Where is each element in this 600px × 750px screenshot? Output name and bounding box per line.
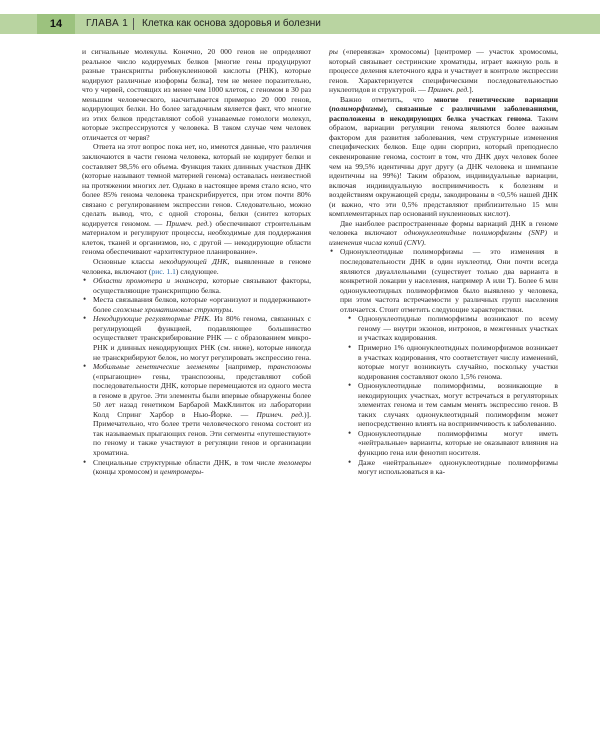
left-column	[82, 47, 311, 477]
list-item: • Примерно 1% однонуклеотидных полиморфизмов возникает в участках кодирования, что соответствует числу изменений, которые могут возникнуть случайно, поскольку участки кодирования составляют около 1,5% генома.	[340, 343, 558, 381]
noncoding-dna-list	[82, 276, 311, 476]
list-item: • Однонуклеотидные полиморфизмы возникают по всему геному — внутри экзонов, интронов, в межгенных участках и участках кодирования.	[340, 314, 558, 343]
variation-list	[329, 247, 558, 476]
snp-characteristics-list	[340, 314, 558, 476]
list-item: • Мобильные генетические элементы [например, транспозоны («прыгающие» гены, транспозоны, представляют собой последовательности ДНК, которые перемещаются из одного места в геноме в другое. Эти элементы были впервые обнаружены более 50 лет назад генетиком Барбарой МакКлинток из лаборатории Колд Спринг Харбор в Нью-Йорке. — Примеч. ред.)]. Примечательно, что более трети человеческого генома состоит из так называемых прыгающих генов. Эти сегменты «путешествуют» по геному и также участвуют в регуляции генов и организации хроматина.	[82, 362, 311, 457]
chapter-title: Клетка как основа здоровья и болезни	[142, 18, 321, 29]
paragraph: Ответа на этот вопрос пока нет, но, имеются данные, что различия заключаются в части генома человека, который не кодирует белки и составляет 98,5% его объема. Функция таких длинных участков ДНК (которые называют темной материей генома) оставалась неизвестной на протяжении многих лет. Однако в настоящее время стало ясно, что более 85% генома человека транскрибируется, при этом почти 80% связано с регулированием экспрессии генов. Следовательно, можно сделать вывод, что, с одной стороны, белки (синтез которых кодируется геномом. — Примеч. ред.) обеспечивают строительным материалом и регулируют процессы, необходимые для поддержания клеток, тканей и организмов, но, с другой — некодирующие области генома обеспечивают «архитектурное планирование».	[82, 142, 311, 257]
paragraph: ры («перевязка» хромосомы) [центромер — участок хромосомы, который связывает сестринские хроматиды, играет важную роль в процессе деления клеточного ядра и участвует в контроле экспрессии генов. Характеризуется специфическими последовательностью нуклеотидов и структурой. — Примеч. ред.].	[329, 47, 558, 95]
list-item: • Места связывания белков, которые «организуют и поддерживают» более сложные хроматиновые структуры.	[82, 295, 311, 314]
figure-link[interactable]: рис. 1.1	[151, 266, 176, 276]
list-item: • Области промотера и энхансера, которые связывают факторы, осуществляющие транскрипцию белка.	[82, 276, 311, 295]
header-divider	[133, 18, 134, 30]
list-item: • Однонуклеотидные полиморфизмы — это изменения в последовательности ДНК в один нуклеотид. Они почти всегда являются двуаллельными (существует только два варианта в конкретной локации у населения, например А или Т). Более 6 млн однонуклеотидных полиморфизмов было выявлено у человека, при этом частота встречаемости у различных групп населения отличается. Стоит отметить следующие характеристики. • Однонуклеотидные полиморфизмы возникают по всему геному — внутри экзонов, интронов, в межгенных участках и участках кодирования. • Примерно 1% однонуклеотидных полиморфизмов возникает в участках кодирования, что соответствует числу изменений, которые могут возникнуть случайно, поскольку участки кодирования составляют около 1,5% генома. • Однонуклеотидные полиморфизмы, возникающие в некодирующих участках, могут встречаться в регуляторных элементах генома и тем самым менять экспрессию генов. В таких случаях однонуклеотидный полиморфизм может непосредственно влиять на восприимчивость к заболеванию. • Однонуклеотидные полиморфизмы могут иметь «нейтральные» варианты, которые не оказывают влияния на функцию гена или фенотип носителя. • Даже «нейтральные» однонуклеотидные полиморфизмы могут использоваться в ка-	[329, 247, 558, 476]
list-item: • Однонуклеотидные полиморфизмы могут иметь «нейтральные» варианты, которые не оказывают влияния на функцию гена или фенотип носителя.	[340, 429, 558, 458]
page-header	[0, 14, 600, 34]
page-number: 14	[37, 14, 75, 34]
list-item: • Однонуклеотидные полиморфизмы, возникающие в некодирующих участках, могут встречаться в регуляторных элементах генома и тем самым менять экспрессию генов. В таких случаях однонуклеотидный полиморфизм может непосредственно влиять на восприимчивость к заболеванию.	[340, 381, 558, 429]
paragraph: и сигнальные молекулы. Конечно, 20 000 генов не определяют реальное число кодируемых белков [многие гены продуцируют разные транскрипты рибонуклеиновой кислоты (РНК), которые кодируют различные изоформы белка], тем не менее поразительно, что у червей, состоящих из менее чем 1000 клеток, с геномом в 30 раз меньшим человеческого, насчитывается примерно 20 000 генов, кодирующих белки. Но более загадочным является факт, что многие из этих белков представляют собой узнаваемые гомологи молекул, которые экспрессируются у человека. В таком случае чем человек отличается от червя?	[82, 47, 311, 142]
list-item: • Даже «нейтральные» однонуклеотидные полиморфизмы могут использоваться в ка-	[340, 458, 558, 477]
paragraph: Основные классы некодирующей ДНК, выявленные в геноме человека, включают (рис. 1.1) следующее.	[82, 257, 311, 276]
list-item: • Некодирующие регуляторные РНК. Из 80% генома, связанных с регулирующей функцией, подавляющее большинство осуществляет транскрибирование РНК — с образованием микро-РНК и длинных некодирующих РНК (см. ниже), которые никогда не транскрибируют белок, но могут регулировать экспрессию гена.	[82, 314, 311, 362]
paragraph: Две наиболее распространенные формы вариаций ДНК в геноме человека включают однонуклеотидные полиморфизмы (SNP) и изменения числа копий (CNV).	[329, 218, 558, 247]
right-column	[329, 47, 558, 477]
chapter-label: ГЛАВА 1	[86, 18, 129, 29]
paragraph: Важно отметить, что многие генетические вариации (полиморфизмы), связанные с различными заболеваниями, расположены в некодирующих белка участках генома. Таким образом, вариации регуляции генома являются более важным фактором для развития заболевания, чем структурные изменения специфических белков. Еще один сюрприз, который преподнесло секвенирование генома, состоит в том, что ДНК двух человек более чем на 99,5% идентичны друг другу (а ДНК человека и шимпанзе идентичны на 99%)! Таким образом, индивидуальные вариации, включая индивидуальную восприимчивость к болезням и воздействиям окружающей среды, закодированы в <0,5% нашей ДНК (и важно, что эти 0,5% представляют приблизительно 15 млн комплементарных пар оснований нуклеиновых кислот).	[329, 94, 559, 219]
list-item: • Специальные структурные области ДНК, в том числе теломеры (концы хромосом) и центромеры-	[82, 458, 311, 477]
